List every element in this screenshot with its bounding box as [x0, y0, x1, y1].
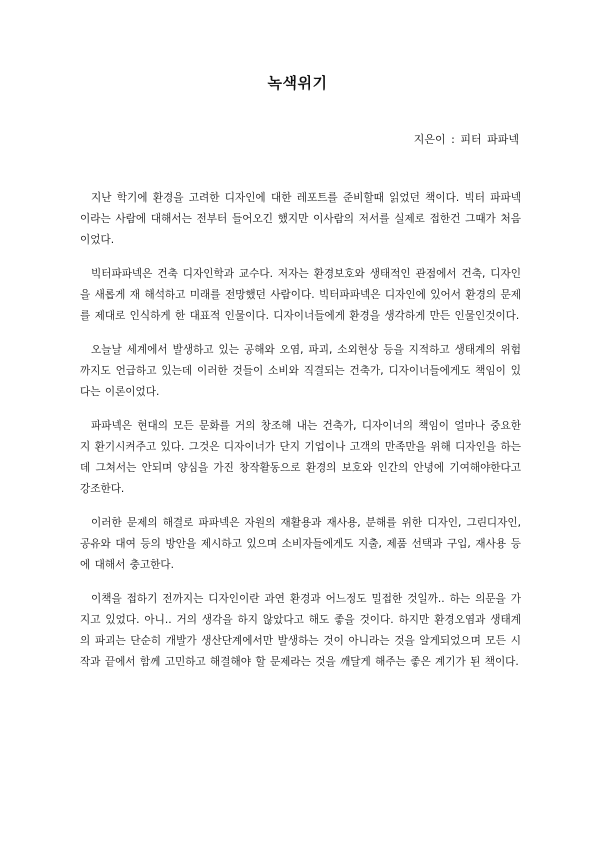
paragraph: 이책을 접하기 전까지는 디자인이란 과연 환경과 어느정도 밀접한 것일까.. 하는 의문을 가지고 있었다. 아니.. 거의 생각을 하지 않았다고 해도 좋을 것이다. 하지만 환경오염과 생태계의 파괴는 단순히 개발가 생산단계에서만 발생하는 것이 아니라는 것을 알게되었으며 모든 시작과 끝에서 함께 고민하고 해결해야 할 문제라는 것을 깨달게 해주는 좋은 계기가 된 책이다. — [80, 593, 521, 668]
paragraph: 빅터파파넥은 건축 디자인학과 교수다. 저자는 환경보호와 생태적인 관점에서 건축, 디자인을 새롭게 재 해석하고 미래를 전망했던 사람이다. 빅터파파넥은 디자인에 있어서 환경의 문제를 제대로 인식하게 한 대표적 인물이다. 디자이너들에게 환경을 생각하게 만든 인물인것이다. — [80, 268, 521, 322]
author-byline: 지은이 : 피터 파파넥 — [413, 133, 519, 146]
paragraph: 지난 학기에 환경을 고려한 디자인에 대한 레포트를 준비할때 읽었던 책이다. 빅터 파파넥이라는 사람에 대해서는 전부터 들어오긴 했지만 이사람의 저서를 실제로 접한건 그때가 처음이었다. — [80, 192, 521, 246]
paragraph: 오늘날 세계에서 발생하고 있는 공해와 오염, 파괴, 소외현상 등을 지적하고 생태계의 위험까지도 언급하고 있는데 이러한 것들이 소비와 직결되는 건축가, 디자이너들에게도 책임이 있다는 이론이었다. — [80, 344, 521, 398]
paragraph: 이러한 문제의 해결로 파파넥은 자원의 재활용과 재사용, 분해를 위한 디자인, 그린디자인, 공유와 대여 등의 방안을 제시하고 있으며 소비자들에게도 지출, 제품 선택과 구입, 재사용 등에 대해서 충고한다. — [80, 517, 521, 571]
document-title: 녹색위기 — [267, 74, 328, 92]
paragraph: 파파넥은 현대의 모든 문화를 거의 창조해 내는 건축가, 디자이너의 책임이 얼마나 중요한지 환기시켜주고 있다. 그것은 디자이너가 단지 기업이나 고객의 만족만을 위해 디자인을 하는데 그쳐서는 안되며 양심을 가진 창작활동으로 환경의 보호와 인간의 안녕에 기여해야한다고 강조한다. — [80, 420, 521, 495]
document-body — [80, 188, 521, 686]
